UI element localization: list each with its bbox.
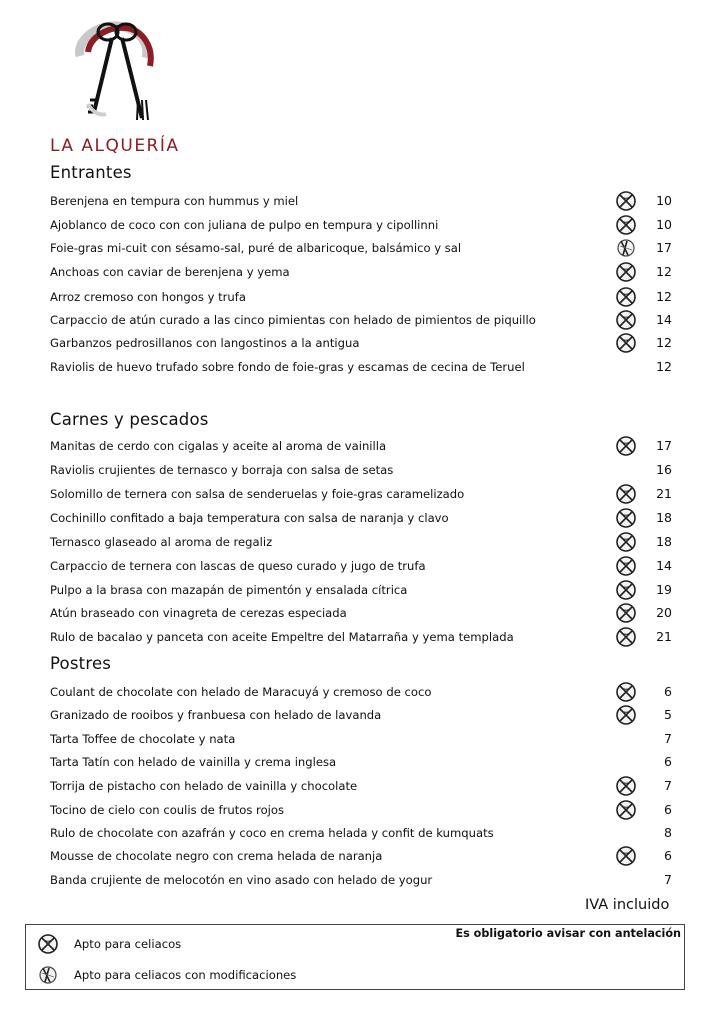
- menu-item: [50, 580, 675, 600]
- menu-item: [50, 238, 675, 258]
- menu-item-price: 6: [664, 848, 672, 863]
- menu-item-name: Torrija de pistacho con helado de vainilla y chocolate: [50, 779, 358, 793]
- menu-item-price: 19: [656, 582, 672, 597]
- section-title-carnes-y-pescados: Carnes y pescados: [50, 410, 209, 429]
- menu-item-price: 7: [664, 778, 672, 793]
- menu-item-name: Mousse de chocolate negro con crema helada de naranja: [50, 849, 383, 863]
- menu-item-price: 12: [656, 335, 672, 350]
- menu-item-name: Raviolis crujientes de ternasco y borraja con salsa de setas: [50, 463, 394, 477]
- celiac-icon: [615, 800, 637, 820]
- menu-item-name: Banda crujiente de melocotón en vino asado con helado de yogur: [50, 873, 433, 887]
- menu-item: [50, 752, 675, 772]
- menu-item-price: 17: [656, 438, 672, 453]
- menu-item: [50, 262, 675, 282]
- menu-item-price: 7: [664, 731, 672, 746]
- menu-item-name: Carpaccio de ternera con lascas de queso curado y jugo de trufa: [50, 559, 426, 573]
- celiac-icon: [615, 682, 637, 702]
- menu-item: [50, 823, 675, 843]
- celiac-icon: [37, 933, 59, 955]
- menu-item: [50, 484, 675, 504]
- menu-item: [50, 800, 675, 820]
- advance-notice: Es obligatorio avisar con antelación: [455, 927, 681, 940]
- menu-item-name: Foie-gras mi-cuit con sésamo-sal, puré de albaricoque, balsámico y sal: [50, 241, 462, 255]
- celiac-icon: [615, 603, 637, 623]
- menu-item-price: 7: [664, 872, 672, 887]
- menu-item-price: 6: [664, 802, 672, 817]
- menu-item-name: Rulo de bacalao y panceta con aceite Empeltre del Matarraña y yema templada: [50, 630, 514, 644]
- menu-item-name: Ajoblanco de coco con con juliana de pulpo en tempura y cipollinni: [50, 218, 439, 232]
- legend-item-celiac-modified: [34, 964, 434, 986]
- menu-item-price: 14: [656, 558, 672, 573]
- menu-item-name: Arroz cremoso con hongos y trufa: [50, 290, 246, 304]
- menu-item-name: Tocino de cielo con coulis de frutos rojos: [50, 803, 285, 817]
- celiac-icon: [615, 215, 637, 235]
- menu-item: [50, 310, 675, 330]
- celiac-icon: [615, 436, 637, 456]
- menu-item: [50, 556, 675, 576]
- menu-item-name: Anchoas con caviar de berenjena y yema: [50, 265, 290, 279]
- tax-note: IVA incluido: [585, 897, 670, 913]
- menu-item-name: Rulo de chocolate con azafrán y coco en crema helada y confit de kumquats: [50, 826, 494, 840]
- menu-item-price: 18: [656, 534, 672, 549]
- celiac-icon: [615, 333, 637, 353]
- menu-item-price: 16: [656, 462, 672, 477]
- menu-item-name: Manitas de cerdo con cigalas y aceite al aroma de vainilla: [50, 439, 387, 453]
- menu-item-price: 10: [656, 217, 672, 232]
- celiac-icon: [615, 484, 637, 504]
- legend-item-celiac: [34, 933, 434, 955]
- celiac-icon: [615, 191, 637, 211]
- menu-item: [50, 705, 675, 725]
- menu-item: [50, 215, 675, 235]
- menu-item: [50, 682, 675, 702]
- celiac-icon: [615, 627, 637, 647]
- celiac-icon: [615, 262, 637, 282]
- menu-item-price: 14: [656, 312, 672, 327]
- menu-item-price: 6: [664, 754, 672, 769]
- menu-item-price: 5: [664, 707, 672, 722]
- legend-box: [25, 924, 685, 990]
- menu-item: [50, 287, 675, 307]
- menu-item: [50, 627, 675, 647]
- section-title-entrantes: Entrantes: [50, 163, 132, 182]
- legend-label: Apto para celiacos con modificaciones: [74, 968, 297, 982]
- menu-item: [50, 508, 675, 528]
- menu-item-name: Tarta Tatín con helado de vainilla y crema inglesa: [50, 755, 337, 769]
- menu-item-price: 12: [656, 264, 672, 279]
- menu-item-name: Atún braseado con vinagreta de cerezas especiada: [50, 606, 347, 620]
- menu-item-name: Pulpo a la brasa con mazapán de pimentón y ensalada cítrica: [50, 583, 408, 597]
- menu-item: [50, 436, 675, 456]
- celiac-icon: [615, 846, 637, 866]
- menu-item: [50, 729, 675, 749]
- menu-item: [50, 357, 675, 377]
- celiac-icon: [615, 310, 637, 330]
- menu-item-price: 12: [656, 359, 672, 374]
- menu-item: [50, 191, 675, 211]
- menu-item-name: Solomillo de ternera con salsa de senderuelas y foie-gras caramelizado: [50, 487, 465, 501]
- celiac-modified-icon: [37, 964, 59, 986]
- menu-item-price: 17: [656, 240, 672, 255]
- menu-item: [50, 776, 675, 796]
- menu-item-price: 10: [656, 193, 672, 208]
- menu-item-name: Carpaccio de atún curado a las cinco pimientas con helado de pimientos de piquillo: [50, 313, 536, 327]
- menu-item-price: 18: [656, 510, 672, 525]
- section-title-postres: Postres: [50, 654, 112, 673]
- menu-item: [50, 333, 675, 353]
- menu-item-name: Raviolis de huevo trufado sobre fondo de foie-gras y escamas de cecina de Teruel: [50, 360, 525, 374]
- menu-item: [50, 870, 675, 890]
- celiac-icon: [615, 556, 637, 576]
- menu-item-name: Tarta Toffee de chocolate y nata: [50, 732, 236, 746]
- menu-item-price: 20: [656, 605, 672, 620]
- menu-item-price: 12: [656, 289, 672, 304]
- celiac-icon: [615, 776, 637, 796]
- celiac-icon: [615, 580, 637, 600]
- celiac-icon: [615, 287, 637, 307]
- menu-item-price: 21: [656, 629, 672, 644]
- menu-item-name: Granizado de rooibos y franbuesa con helado de lavanda: [50, 708, 382, 722]
- celiac-icon: [615, 532, 637, 552]
- celiac-icon: [615, 705, 637, 725]
- menu-item-name: Cochinillo confitado a baja temperatura con salsa de naranja y clavo: [50, 511, 449, 525]
- menu-item: [50, 603, 675, 623]
- restaurant-logo: [58, 16, 168, 128]
- celiac-icon: [615, 508, 637, 528]
- menu-item: [50, 460, 675, 480]
- menu-item-price: 8: [664, 825, 672, 840]
- celiac-modified-icon: [615, 238, 637, 258]
- menu-item-price: 21: [656, 486, 672, 501]
- menu-item-name: Ternasco glaseado al aroma de regaliz: [50, 535, 273, 549]
- menu-item-name: Garbanzos pedrosillanos con langostinos a la antigua: [50, 336, 360, 350]
- menu-item-price: 6: [664, 684, 672, 699]
- menu-item-name: Berenjena en tempura con hummus y miel: [50, 194, 299, 208]
- restaurant-name: LA ALQUERÍA: [50, 136, 180, 156]
- legend-label: Apto para celiacos: [74, 937, 182, 951]
- menu-item: [50, 532, 675, 552]
- menu-item-name: Coulant de chocolate con helado de Maracuyá y cremoso de coco: [50, 685, 432, 699]
- menu-item: [50, 846, 675, 866]
